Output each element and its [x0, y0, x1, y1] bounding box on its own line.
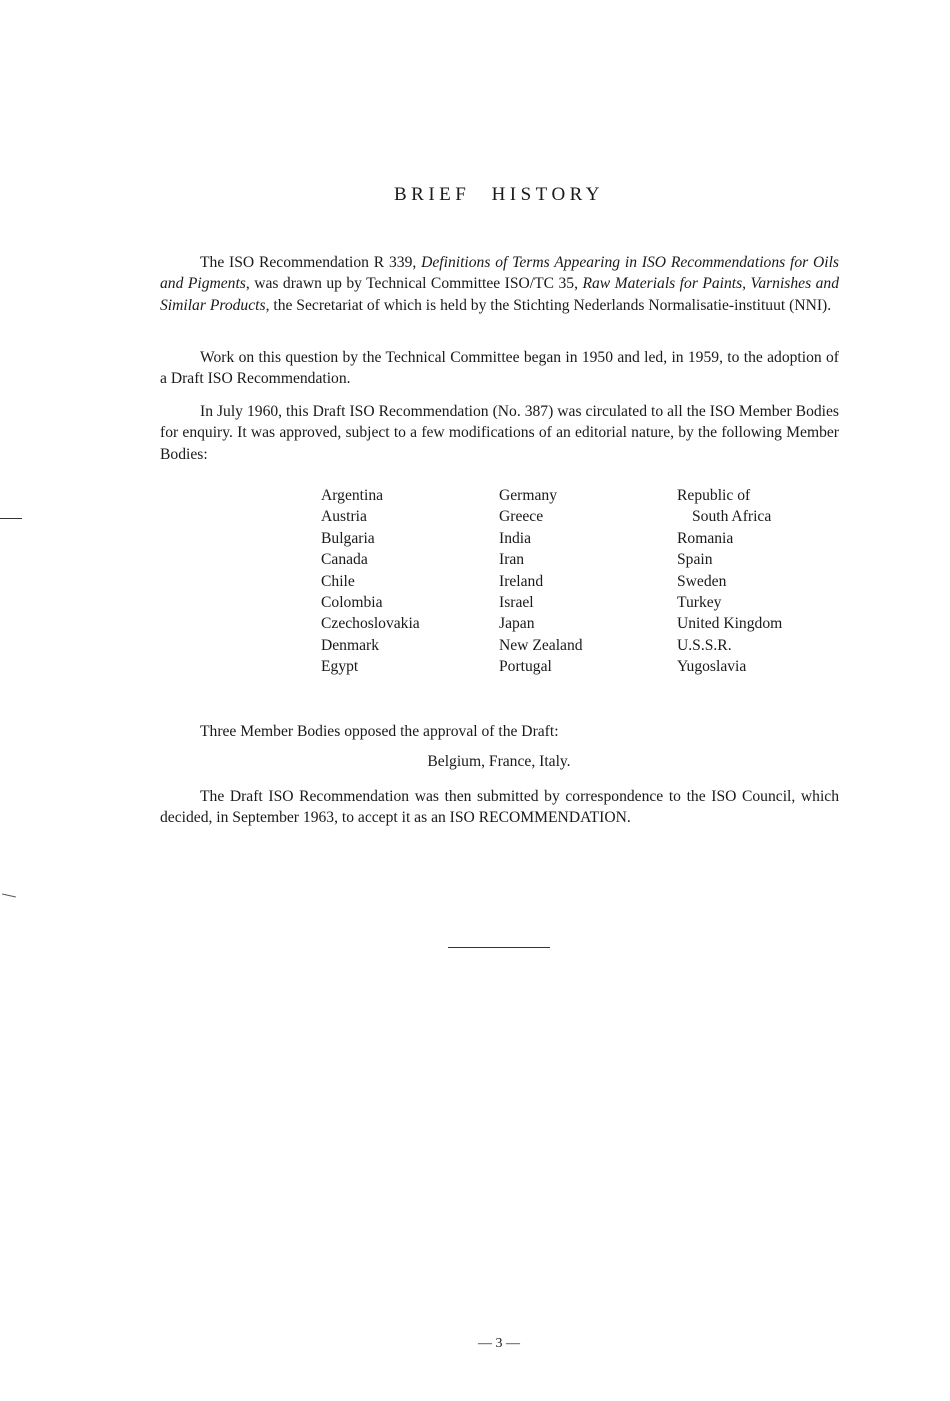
country-item: U.S.S.R. — [677, 636, 732, 654]
opposed-text: Three Member Bodies opposed the approval of the Draft: — [200, 723, 559, 740]
paragraph-intro — [160, 252, 839, 316]
acceptance-text: The Draft ISO Recommendation was then submitted by correspondence to the ISO Council, which decided, in September 1963, to accept it as an ISO RECOMMENDATION. — [160, 788, 839, 827]
opposed-countries: Belgium, France, Italy. — [427, 753, 571, 770]
country-item: Sweden — [677, 572, 727, 590]
paragraph-opposed — [160, 721, 839, 742]
intro-text-1: The ISO Recommendation R 339, — [200, 254, 422, 271]
country-item: Republic of — [677, 487, 751, 504]
country-item: Japan — [499, 615, 535, 633]
country-item: Israel — [499, 594, 534, 612]
margin-mark — [2, 894, 16, 898]
country-item: Czechoslovakia — [321, 615, 420, 633]
margin-mark — [0, 518, 22, 519]
country-item: Austria — [321, 508, 367, 526]
country-item: Colombia — [321, 594, 383, 612]
page-title: BRIEF HISTORY — [393, 184, 605, 205]
paragraph-acceptance — [160, 786, 839, 829]
section-divider — [448, 947, 550, 948]
intro-text-3: , the Secretariat of which is held by the Stichting Nederlands Normalisatie-instituut (NNI). — [265, 296, 832, 314]
paragraph-work — [160, 347, 839, 390]
country-item: Romania — [677, 529, 734, 547]
country-item: United Kingdom — [677, 615, 783, 633]
country-item: Iran — [499, 551, 525, 569]
paragraph-enquiry — [160, 401, 839, 465]
country-item: Argentina — [321, 487, 384, 504]
country-item: Greece — [499, 508, 544, 526]
country-item: Turkey — [677, 594, 722, 612]
country-item: Denmark — [321, 636, 380, 654]
work-text: Work on this question by the Technical Committee began in 1950 and led, in 1959, to the adoption of a Draft ISO Recommendation. — [160, 349, 839, 388]
country-item-continuation: South Africa — [692, 508, 772, 526]
intro-text-2: , was drawn up by Technical Committee ISO/TC 35, — [245, 275, 583, 293]
country-item: Portugal — [499, 658, 552, 676]
page-number: — 3 — — [478, 1336, 520, 1351]
country-item: Chile — [321, 572, 355, 590]
country-item: New Zealand — [499, 636, 583, 654]
country-item: Bulgaria — [321, 529, 375, 547]
countries-column-1 — [321, 485, 491, 678]
country-item: Ireland — [499, 572, 544, 590]
countries-column-3 — [677, 485, 847, 678]
country-item: Yugoslavia — [677, 658, 747, 676]
intro-document-title: Definitions of Terms Appearing in ISO Recommendations for Oils and Pigments — [160, 254, 839, 293]
country-item: Germany — [499, 487, 558, 504]
country-item: Canada — [321, 551, 368, 569]
intro-committee-title: Raw Materials for Paints, Varnishes and Similar Products — [160, 275, 839, 314]
country-item: Spain — [677, 551, 713, 569]
country-item: India — [499, 529, 532, 547]
enquiry-text: In July 1960, this Draft ISO Recommendation (No. 387) was circulated to all the ISO Member Bodies for enquiry. It was approved, subject to a few modifications of an editorial nature, by the following Member Bodies: — [160, 403, 839, 463]
countries-column-2 — [499, 485, 669, 678]
country-item: Egypt — [321, 658, 359, 676]
